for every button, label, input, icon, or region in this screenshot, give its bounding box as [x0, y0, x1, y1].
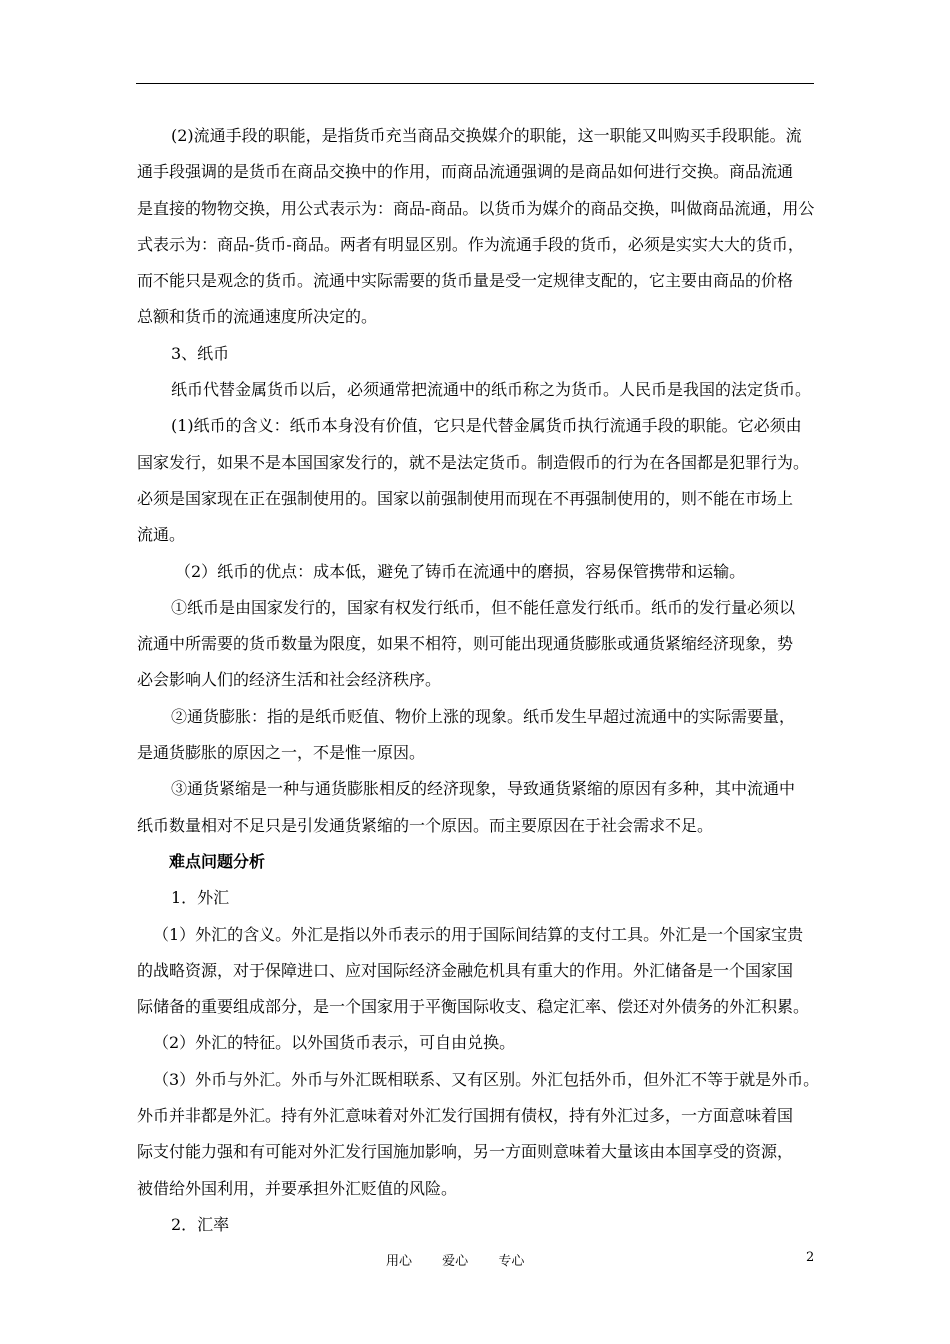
paragraph-line: ②通货膨胀：指的是纸币贬值、物价上涨的现象。纸币发生早超过流通中的实际需要量， [171, 706, 796, 726]
paragraph-line: 纸币代替金属货币以后，必须通常把流通中的纸币称之为货币。人民币是我国的法定货币。 [171, 380, 812, 400]
paragraph-line: （2）纸币的优点：成本低，避免了铸币在流通中的磨损，容易保管携带和运输。 [175, 561, 746, 581]
paragraph-line: 际储备的重要组成部分，是一个国家用于平衡国际收支、稳定汇率、偿还对外债务的外汇积累。 [137, 997, 810, 1017]
paragraph-line: (1)纸币的含义：纸币本身没有价值，它只是代替金属货币执行流通手段的职能。它必须由 [171, 416, 802, 436]
paragraph-line: （3）外币与外汇。外币与外汇既相联系、又有区别。外汇包括外币，但外汇不等于就是外币。 [153, 1069, 820, 1089]
paragraph-line: 而不能只是观念的货币。流通中实际需要的货币量是受一定规律支配的，它主要由商品的价格 [137, 271, 794, 291]
paragraph-line: 是通货膨胀的原因之一，不是惟一原因。 [137, 743, 426, 763]
paragraph-line: 际支付能力强和有可能对外汇发行国施加影响，另一方面则意味着大量该由本国享受的资源， [137, 1142, 794, 1162]
paragraph-line: 通手段强调的是货币在商品交换中的作用，而商品流通强调的是商品如何进行交换。商品流通 [137, 162, 794, 182]
footer-motto-item: 爱心 [442, 1254, 469, 1269]
paragraph-line: 必须是国家现在正在强制使用的。国家以前强制使用而现在不再强制使用的，则不能在市场上 [137, 488, 794, 508]
paragraph-line: 总额和货币的流通速度所决定的。 [137, 307, 378, 327]
paragraph-line: 流通中所需要的货币数量为限度，如果不相符，则可能出现通货膨胀或通货紧缩经济现象，势 [137, 634, 794, 654]
paragraph-line: (2)流通手段的职能，是指货币充当商品交换媒介的职能，这一职能又叫购买手段职能。流 [171, 126, 802, 145]
paragraph-line: 纸币数量相对不足只是引发通货紧缩的一个原因。而主要原因在于社会需求不足。 [137, 815, 714, 835]
page-number: 2 [806, 1250, 815, 1265]
paragraph-line: 是直接的物物交换，用公式表示为：商品-商品。以货币为媒介的商品交换，叫做商品流通，用公 [137, 198, 815, 218]
paragraph-line: 流通。 [137, 525, 186, 545]
subsection-heading: 2．汇率 [171, 1214, 230, 1234]
paragraph-line: ①纸币是由国家发行的，国家有权发行纸币，但不能任意发行纸币。纸币的发行量必须以 [171, 597, 796, 617]
paragraph-line: 式表示为：商品-货币-商品。两者有明显区别。作为流通手段的货币，必须是实实大大的货币， [137, 234, 804, 254]
paragraph-line: 的战略资源，对于保障进口、应对国际经济金融危机具有重大的作用。外汇储备是一个国家国 [137, 960, 794, 980]
paragraph-line: 必会影响人们的经济生活和社会经济秩序。 [137, 670, 442, 690]
footer-motto-item: 用心 [386, 1254, 413, 1269]
paragraph-line: 被借给外国利用，并要承担外汇贬值的风险。 [137, 1178, 458, 1198]
footer-motto-item: 专心 [498, 1254, 525, 1269]
paragraph-line: ③通货紧缩是一种与通货膨胀相反的经济现象，导致通货紧缩的原因有多种，其中流通中 [171, 779, 796, 799]
header-rule [136, 83, 814, 84]
footer-motto [386, 1250, 550, 1269]
paragraph-line: 外币并非都是外汇。持有外汇意味着对外汇发行国拥有债权，持有外汇过多，一方面意味着国 [137, 1106, 794, 1126]
subsection-heading: 1．外汇 [171, 888, 230, 908]
section-heading: 3、纸币 [171, 343, 230, 363]
paragraph-line: （1）外汇的含义。外汇是指以外币表示的用于国际间结算的支付工具。外汇是一个国家宝贵 [153, 924, 804, 944]
section-heading-bold: 难点问题分析 [169, 851, 266, 871]
document-body [137, 118, 820, 1243]
paragraph-line: （2）外汇的特征。以外国货币表示，可自由兑换。 [153, 1033, 516, 1053]
paragraph-line: 国家发行，如果不是本国国家发行的，就不是法定货币。制造假币的行为在各国都是犯罪行为。 [137, 452, 810, 472]
